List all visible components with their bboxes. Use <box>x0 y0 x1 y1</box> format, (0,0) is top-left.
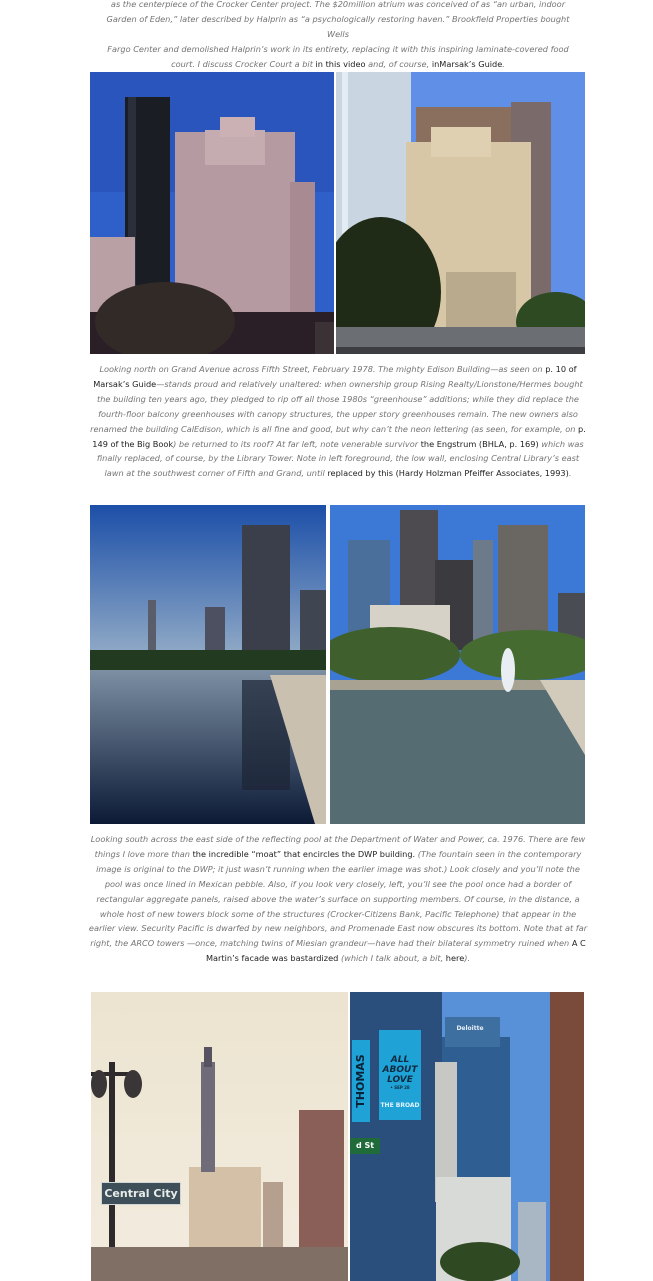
photo-grand-ave-today <box>350 992 584 1281</box>
central-city-street-sign: Central City <box>101 1182 181 1205</box>
caption-edison: Looking north on Grand Avenue across Fifth Street, February 1978. The mighty Edison Building—as seen on p. 10 of Marsak’s Guide—stands proud and relatively unaltered: when ownership group Rising Realty/Lionstone/Hermes bought the building ten years ago, they pledged to rip off all those 1980s “greenhouse” additions; while they did replace the fourth-floor balcony greenhouses with canopy structures, the upper story greenhouses remain. The new owners also renamed the building CalEdison, which is all fine and good, but why can’t the neon lettering (as seen, for example, on p. 149 of the Big Book) be returned to its roof? At far left, note venerable survivor the Engstrum (BHLA, p. 169) which was finally replaced, of course, by the Library Tower. Note in left foreground, the low wall, enclosing Central Library’s east lawn at the southwest corner of Fifth and Grand, until replaced by this (Hardy Holzman Pfeiffer Associates, 1993). <box>90 364 586 479</box>
banner-line-1: ALL <box>390 1055 410 1065</box>
intro-paragraph: as the centerpiece of the Crocker Center project. The $20million atrium was conceived of as “an urban, indoor Garden of Eden,” later described by Halprin as “a psychologically restoring haven.” Brookfield Properties bought Wells Fargo Center and demolished Halprin’s work in its entirety, replacing it with this inspiring laminate-covered food court. I discuss Crocker Court a bit in this video and, of course, inMarsak’s Guide. <box>106 0 570 69</box>
link-engstrum[interactable]: the Engstrum (BHLA, p. 169) <box>420 438 539 449</box>
street-sign-fragment: d St <box>350 1138 380 1154</box>
link-here[interactable]: here <box>445 953 465 964</box>
link-marsak-guide[interactable]: inMarsak’s Guide <box>431 58 503 69</box>
banner-venue: THE BROAD <box>380 1102 420 1109</box>
intro-line-4-pre: court. I discuss Crocker Court a bit <box>171 58 313 69</box>
photo-central-city-vintage <box>91 992 348 1281</box>
link-video[interactable]: in this video <box>315 58 366 69</box>
photo-dwp-pool-1976 <box>90 505 326 824</box>
link-ac-martin-facade[interactable]: A C Martin’s facade was bastardized <box>205 938 586 964</box>
caption-dwp: Looking south across the east side of the reflecting pool at the Department of Water and Power, ca. 1976. There are few things I love more than the incredible “moat” that encircles the DWP building. (The fountain seen in the contemporary image is original to the DWP; it just wasn’t running when the earlier image was shot.) Look closely and you’ll note the pool was once lined in Mexican pebble. Also, if you look very closely, left, you’ll see the pool once had a border of rectangular aggregate panels, raised above the water’s surface on supporting members. Of course, in the distance, a whole host of new towers block some of the structures (Crocker-Citizens Bank, Pacific Telephone) that appear in the earlier view. Security Pacific is dwarfed by new neighbors, and Promenade East now obscures its bottom. Note that at far right, the ARCO towers —once, matching twins of Miesian grandeur—have had their bilateral symmetry ruined when A C Martin’s facade was bastardized (which I talk about, a bit, here). <box>88 834 588 964</box>
intro-line-1: as the centerpiece of the Crocker Center project. The $20million atrium was conceived of as “an urban, indoor <box>110 0 566 9</box>
intro-line-2: Garden of Eden,” later described by Halprin as “a psychologically restoring haven.” Brookfield Properties bought Wells <box>106 13 570 39</box>
link-replaced-by-this[interactable]: replaced by this (Hardy Holzman Pfeiffer Associates, 1993) <box>327 468 569 479</box>
link-marsak-p10[interactable]: p. 10 of Marsak’s Guide <box>93 364 577 389</box>
banner-line-3: LOVE <box>387 1075 413 1085</box>
photo-dwp-pool-today <box>330 505 585 824</box>
deloitte-tower-sign: Deloitte <box>456 1025 484 1032</box>
event-banner <box>379 1030 421 1120</box>
link-big-book-p149[interactable]: p. 149 of the Big Book <box>92 423 586 449</box>
banner-date: • SEP 28 <box>390 1085 410 1090</box>
banner-side-name: THOMAS <box>352 1040 370 1122</box>
intro-line-3: Fargo Center and demolished Halprin’s work in its entirety, replacing it with this inspiring laminate-covered food <box>107 43 569 54</box>
intro-line-4-mid: and, of course, <box>368 58 430 69</box>
photo-edison-1978 <box>90 72 334 354</box>
link-dwp-moat[interactable]: the incredible “moat” that encircles the DWP building. <box>192 848 416 859</box>
banner-line-2: ABOUT <box>382 1065 418 1075</box>
photo-caledison-today <box>336 72 585 354</box>
